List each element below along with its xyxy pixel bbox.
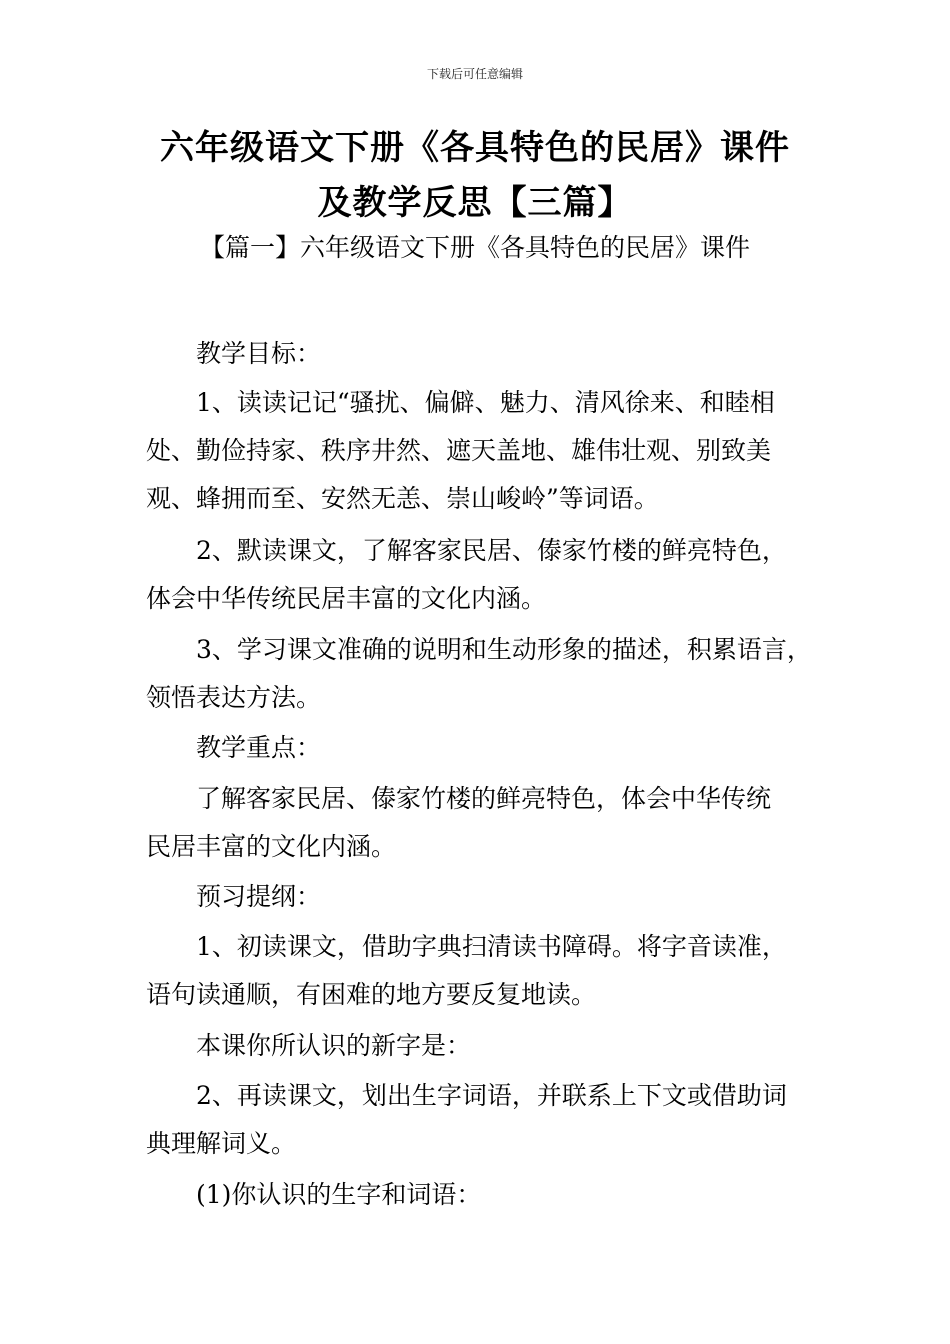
heading-preview-outline: 预习提纲：	[196, 882, 322, 911]
page-header-note: 下载后可任意编辑	[426, 67, 523, 81]
body-line: 1、读读记记“骚扰、偏僻、魅力、清风徐来、和睦相	[196, 388, 775, 417]
body-line: 体会中华传统民居丰富的文化内涵。	[146, 584, 547, 613]
heading-teaching-focus: 教学重点：	[196, 733, 322, 762]
body-line: 处、勤俭持家、秩序井然、遮天盖地、雄伟壮观、别致美	[146, 436, 772, 465]
section-subtitle: 【篇一】六年级语文下册《各具特色的民居》课件	[199, 233, 750, 262]
body-line: 观、蜂拥而至、安然无恙、崇山峻岭”等词语。	[146, 484, 659, 513]
document-title-line-1: 六年级语文下册《各具特色的民居》课件	[160, 128, 790, 168]
body-line: 本课你所认识的新字是：	[196, 1031, 472, 1060]
body-line: 民居丰富的文化内涵。	[146, 832, 397, 861]
body-line: 语句读通顺，有困难的地方要反复地读。	[146, 980, 597, 1009]
body-line: 3、学习课文准确的说明和生动形象的描述，积累语言，	[196, 635, 812, 664]
document-title-line-2: 及教学反思【三篇】	[317, 183, 633, 223]
body-line: (1)你认识的生字和词语：	[196, 1180, 482, 1209]
body-line: 2、再读课文，划出生字词语，并联系上下文或借助词	[196, 1081, 787, 1110]
body-line: 2、默读课文，了解客家民居、傣家竹楼的鲜亮特色，	[196, 536, 787, 565]
body-line: 了解客家民居、傣家竹楼的鲜亮特色，体会中华传统	[196, 784, 772, 813]
body-line: 1、初读课文，借助字典扫清读书障碍。将字音读准，	[196, 932, 787, 961]
body-line: 领悟表达方法。	[146, 683, 322, 712]
heading-teaching-goals: 教学目标：	[196, 339, 322, 368]
body-line: 典理解词义。	[146, 1129, 297, 1158]
